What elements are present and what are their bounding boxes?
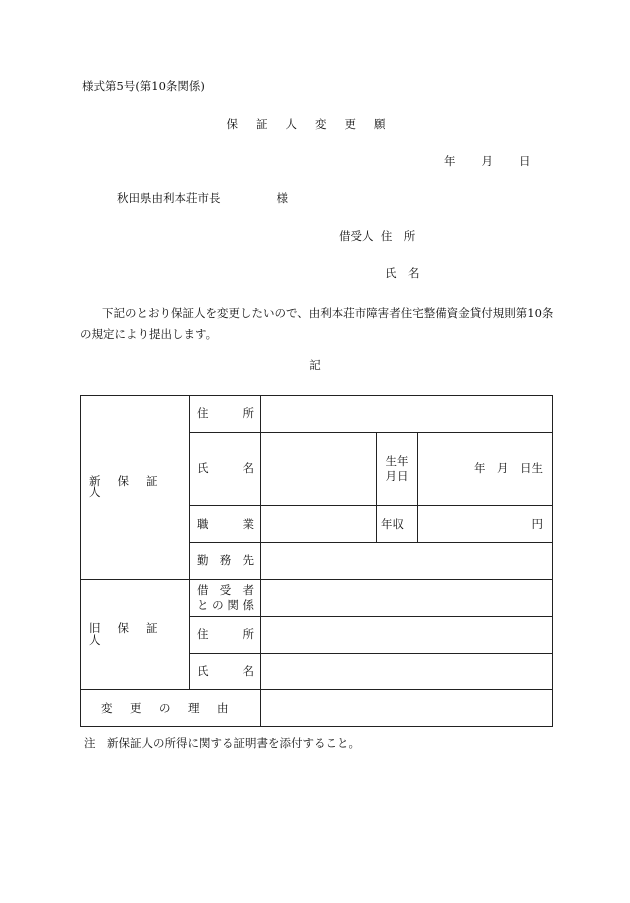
reason-field[interactable] — [261, 690, 553, 727]
form-number: 様式第5号(第10条関係) — [82, 79, 205, 93]
old-guarantor-label: 旧保証人 — [81, 579, 190, 689]
workplace-label: 勤 務 先 — [190, 543, 261, 580]
borrower-address[interactable] — [339, 231, 415, 243]
date-day-label: 日 — [519, 154, 531, 168]
new-name-label: 氏 名 — [190, 432, 261, 506]
borrower-address-label: 住 所 — [380, 229, 416, 243]
addressee-honorific: 様 — [276, 191, 288, 205]
birthdate-label — [377, 432, 418, 506]
new-name-field[interactable] — [261, 432, 377, 506]
guarantor-change-table — [80, 395, 553, 727]
ki-heading: 記 — [309, 358, 321, 372]
addressee-name: 秋田県由利本荘市長 — [117, 191, 221, 205]
income-label: 年収 — [377, 506, 418, 543]
workplace-field[interactable] — [261, 543, 553, 580]
occupation-field[interactable] — [261, 506, 377, 543]
document-title: 保証人変更願 — [226, 117, 404, 131]
old-name-label: 氏 名 — [190, 653, 261, 690]
birthdate-field[interactable]: 年 月 日生 — [418, 432, 553, 506]
relation-label: 借 受 者 と の 関 係 — [190, 579, 261, 616]
old-name-field[interactable] — [261, 653, 553, 690]
borrower-role: 借受人 — [339, 229, 374, 243]
reason-label: 変更の理由 — [81, 690, 261, 727]
new-guarantor-label: 新保証人 — [81, 396, 190, 580]
body-text: 下記のとおり保証人を変更したいので、由利本荘市障害者住宅整備資金貸付規則第10条の規定により提出します。 — [80, 306, 554, 342]
new-address-label: 住 所 — [190, 396, 261, 433]
birthdate-label-line1: 生年 — [385, 454, 409, 469]
relation-field[interactable] — [261, 579, 553, 616]
old-address-field[interactable] — [261, 616, 553, 653]
borrower-name[interactable]: 氏 名 — [385, 266, 420, 280]
old-address-label: 住 所 — [190, 616, 261, 653]
birthdate-label-line2: 月日 — [385, 469, 409, 484]
income-field[interactable]: 円 — [418, 506, 553, 543]
occupation-label: 職 業 — [190, 506, 261, 543]
date-year-label: 年 — [444, 154, 456, 168]
addressee — [117, 193, 288, 205]
new-address-field[interactable] — [261, 396, 553, 433]
date-line — [444, 156, 531, 168]
note: 注 新保証人の所得に関する証明書を添付すること。 — [84, 736, 360, 750]
date-month-label: 月 — [481, 154, 493, 168]
